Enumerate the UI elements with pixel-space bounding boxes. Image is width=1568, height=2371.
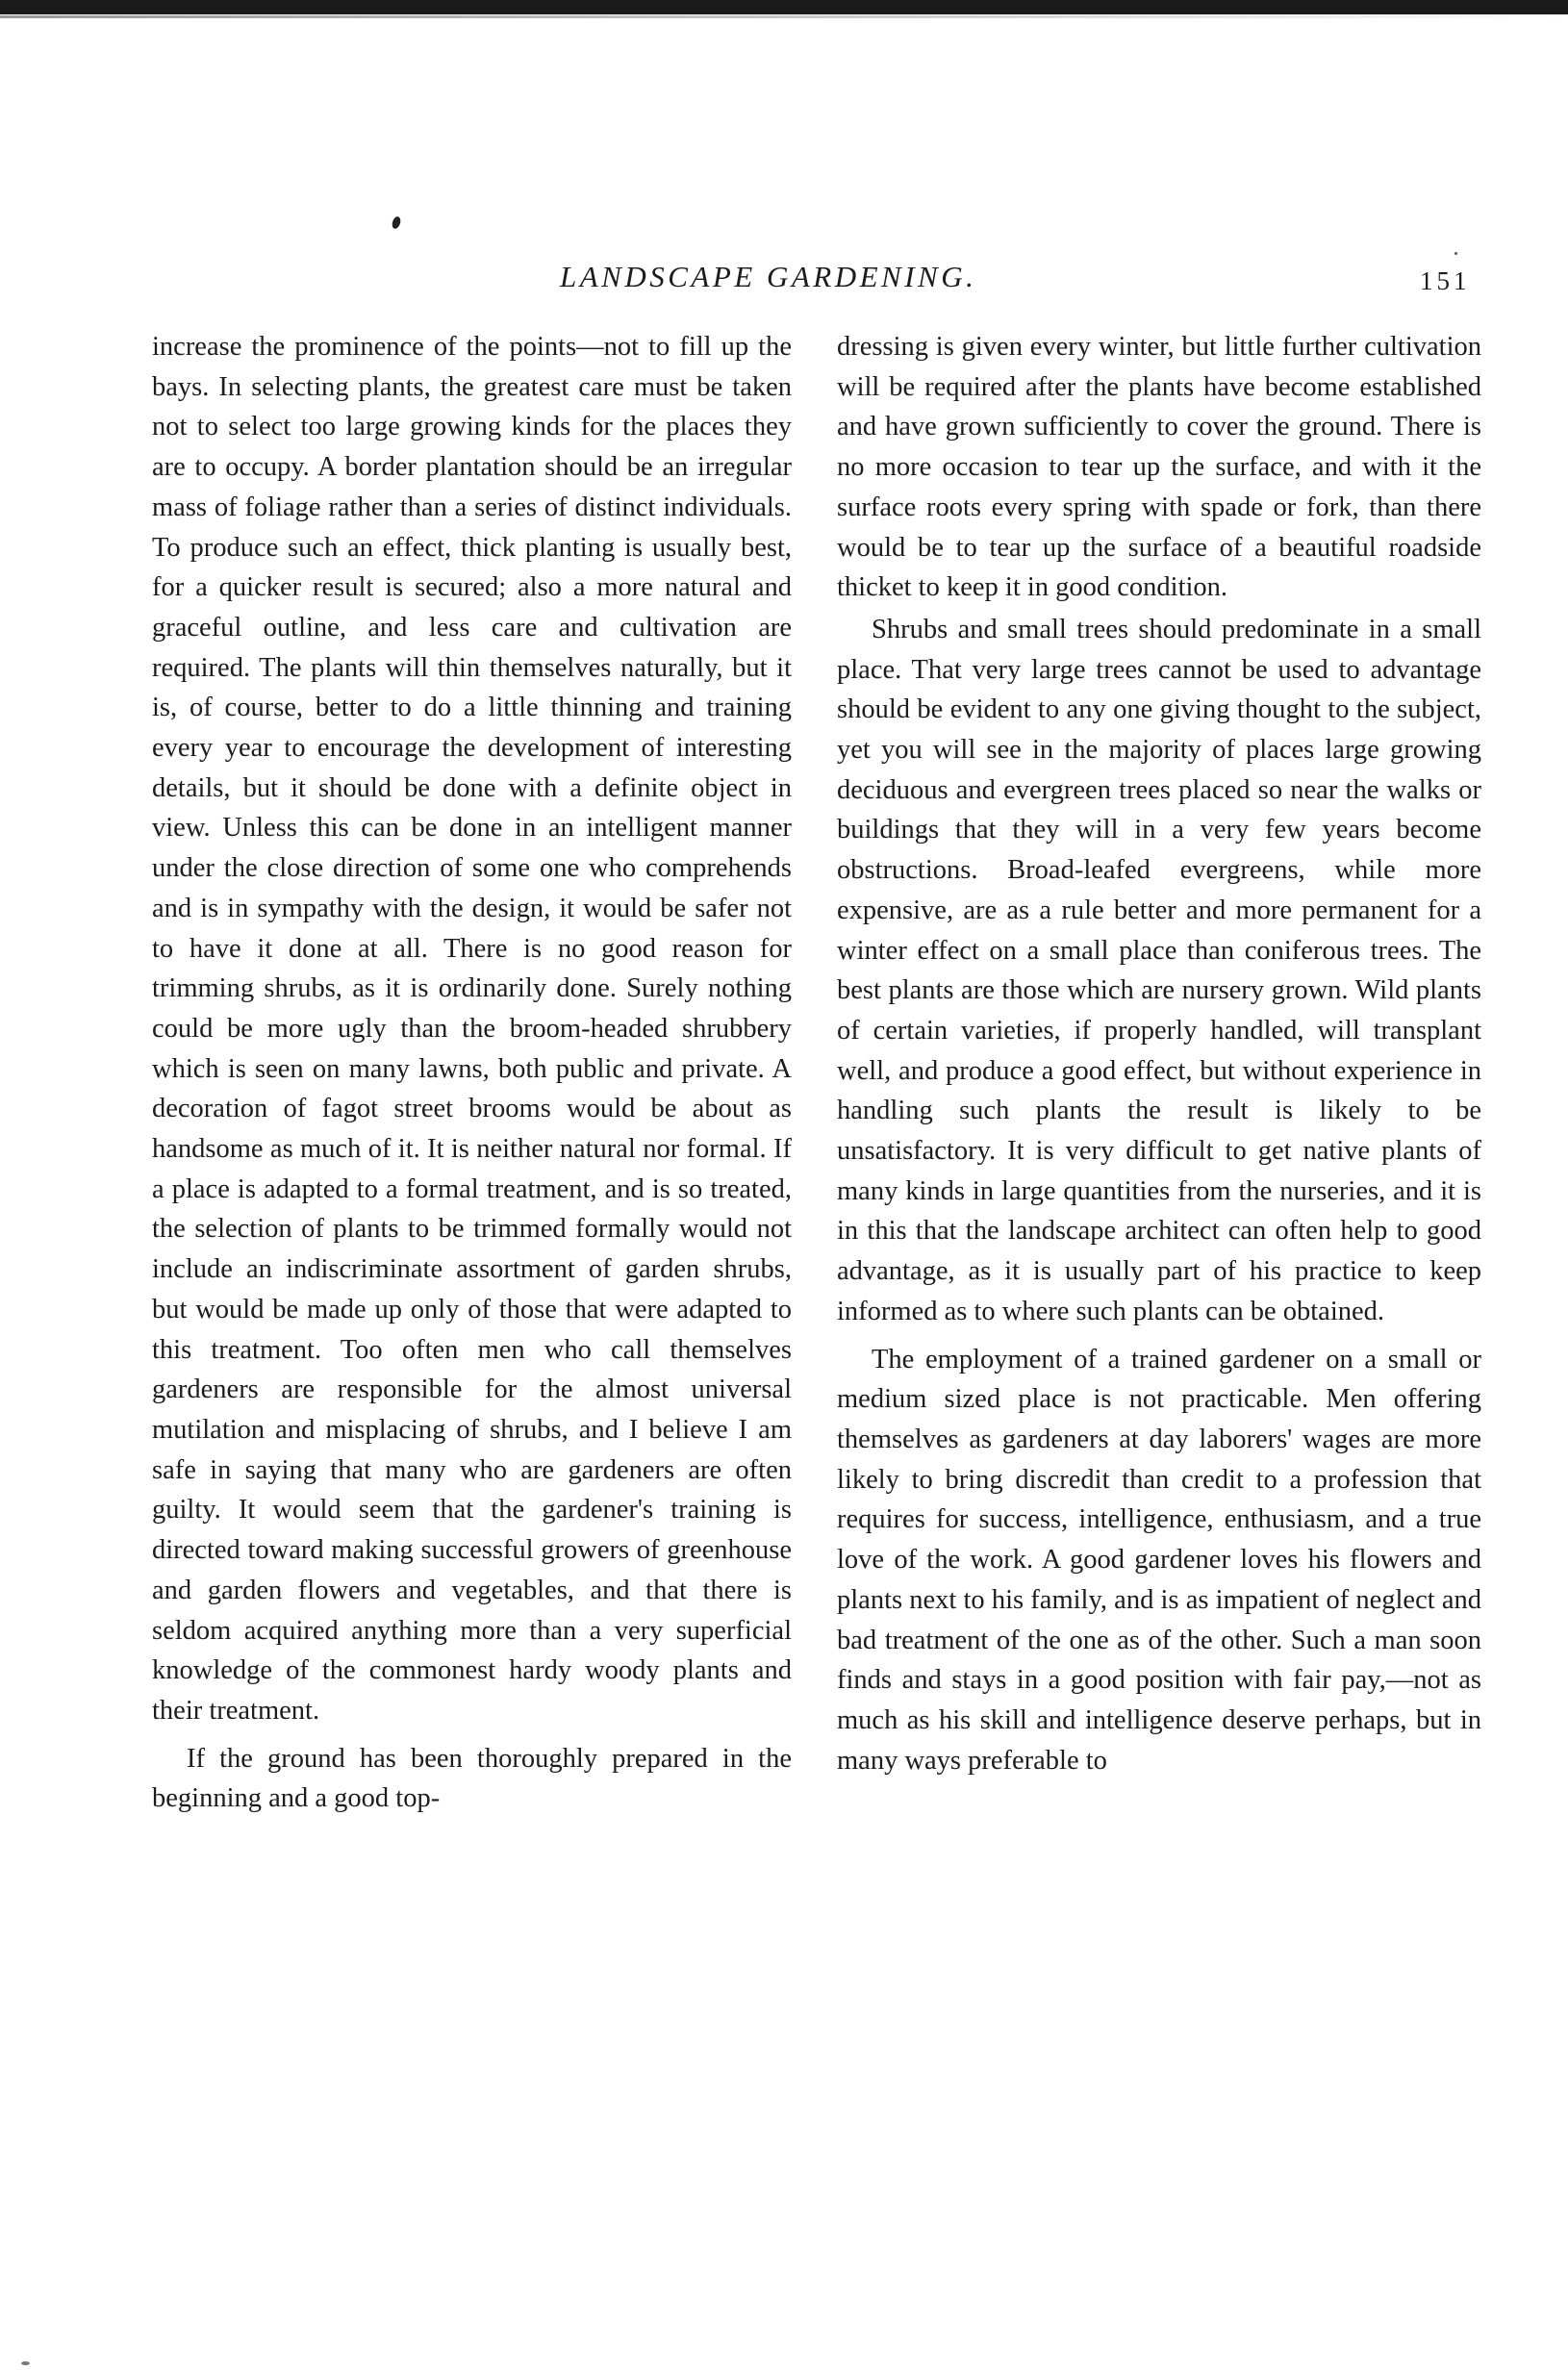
top-border-rule bbox=[0, 0, 1568, 14]
paragraph: Shrubs and small trees should predominate in a small place. That very large trees cannot be used to advantage should be evident to any one giving thought to the subject, yet you will see in the majority of places large growing deciduous and evergreen trees placed so near the walks or buildings that they will in a very few years become obstructions. Broad-leafed evergreens, while more expensive, are as a rule better and more permanent for a winter effect on a small place than coniferous trees. The best plants are those which are nursery grown. Wild plants of certain varieties, if properly handled, will transplant well, and produce a good effect, but without experience in handling such plants the result is likely to be unsatisfactory. It is very difficult to get native plants of many kinds in large quantities from the nurseries, and it is in this that the landscape architect can often help to good advantage, as it is usually part of his practice to keep informed as to where such plants can be obtained. bbox=[837, 614, 1481, 1326]
ink-speck bbox=[1454, 252, 1457, 255]
running-title: LANDSCAPE GARDENING. bbox=[560, 260, 977, 293]
paragraph: The employment of a trained gardener on a small or medium sized place is not practicable. Men offering themselves as gardeners at day laborers' wages are more likely to bring discredit than credit to a profession that requires for success, intelligence, enthusiasm, and a true love of the work. A good gardener loves his flowers and plants next to his family, and is as impatient of neglect and bad treatment of the one as of the other. Such a man soon finds and stays in a good position with fair pay,—not as much as his skill and intelligence deserve perhaps, but in many ways preferable to bbox=[837, 1344, 1481, 1776]
ink-speck bbox=[21, 2361, 30, 2365]
page-number: 151 bbox=[1420, 266, 1471, 295]
paragraph: dressing is given every winter, but little further cultivation will be required after the plants have become established and have grown sufficiently to cover the ground. There is no more occasion to tear up the surface, and with it the surface roots every spring with spade or fork, than there would be to tear up the surface of a beautiful roadside thicket to keep it in good condition. bbox=[837, 332, 1481, 603]
page-header bbox=[0, 256, 1568, 298]
right-column bbox=[837, 327, 1481, 1780]
paragraph: increase the prominence of the points—not to fill up the bays. In selecting plants, the greatest care must be taken not to select too large growing kinds for the places they are to occupy. A border plantation should be an irregular mass of foliage rather than a series of distinct individuals. To produce such an effect, thick planting is usually best, for a quicker result is secured; also a more natural and graceful outline, and less care and cultivation are required. The plants will thin themselves naturally, but it is, of course, better to do a little thinning and training every year to encourage the development of interesting details, but it should be done with a definite object in view. Unless this can be done in an intelligent manner under the close direction of some one who comprehends and is in sympathy with the design, it would be safer not to have it done at all. There is no good reason for trimming shrubs, as it is ordinarily done. Surely nothing could be more ugly than the broom-headed shrubbery which is seen on many lawns, both public and private. A decoration of fagot street brooms would be about as handsome as much of it. It is neither natural nor formal. If a place is adapted to a formal treatment, and is so treated, the selection of plants to be trimmed formally would not include an indiscriminate assortment of garden shrubs, but would be made up only of those that were adapted to this treatment. Too often men who call themselves gardeners are responsible for the almost universal mutilation and misplacing of shrubs, and I believe I am safe in saying that many who are gardeners are often guilty. It would seem that the gardener's training is directed toward making successful growers of greenhouse and garden flowers and vegetables, and that there is seldom acquired anything more than a very superficial knowledge of the commonest hardy woody plants and their treatment. bbox=[152, 332, 792, 1726]
ink-mark bbox=[391, 215, 402, 230]
paragraph: If the ground has been thoroughly prepared in the beginning and a good top- bbox=[152, 1743, 792, 1814]
left-column bbox=[152, 327, 792, 1819]
